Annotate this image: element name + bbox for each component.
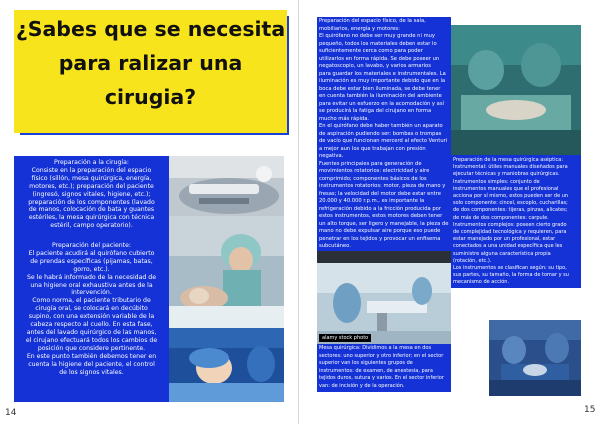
text-line: conectados a una unidad específica que les bbox=[453, 243, 563, 250]
title-line: ¿Sabes que se necesita bbox=[15, 17, 286, 41]
text-line: sectores: uno superior y otro inferior; en el sector bbox=[319, 352, 444, 359]
text-line: supino, con una extensión variable de la bbox=[28, 313, 155, 321]
text-line: antes del lavado quirúrgico de las manos, bbox=[26, 328, 157, 336]
text-line: 20.000 y 40.000 r.p.m., es importante la bbox=[319, 198, 425, 204]
box-heading: Preparación del espacio físico, de la sala, bbox=[319, 18, 426, 24]
text-line: suficientemente cerca como para poder bbox=[319, 48, 423, 54]
text-line: tejidos duros, sutura y varios. En el sector inferior bbox=[319, 375, 444, 382]
patient-lying-photo bbox=[169, 328, 284, 402]
text-line: sus partes, su tamaño, la forma de tomar y su bbox=[453, 272, 569, 279]
surgical-table-box bbox=[451, 155, 581, 288]
text-line: ejecutar técnicas y maniobras quirúrgicas. bbox=[453, 171, 560, 178]
text-line: instrumentos manuales que el profesional bbox=[453, 185, 559, 192]
text-line: El paciente acudirá al quirófano cubierto bbox=[28, 249, 155, 257]
box-heading: Preparación a la cirugía: bbox=[53, 159, 130, 166]
text-line: suministre alguna característica propia bbox=[453, 250, 551, 257]
text-line: Instrumental: útiles manuales diseñados para bbox=[453, 164, 568, 171]
text-line: gorro, etc.). bbox=[73, 265, 110, 273]
text-line: un alto torque, ser ligero y manejable, la pieza de bbox=[319, 220, 449, 227]
text-line: instrumentos rotatorios: motor, pieza de mano y bbox=[319, 183, 446, 189]
left-page bbox=[0, 0, 299, 424]
patient-preparation-box bbox=[14, 232, 169, 402]
text-line: El quirófano no debe ser muy grande ni muy bbox=[319, 33, 435, 39]
text-line: Instrumentos complejos: poseen cierto grado bbox=[453, 221, 567, 228]
text-line: posición que considere pertinente. bbox=[37, 344, 146, 352]
text-line: Fuentes principales para generación de bbox=[319, 160, 422, 167]
text-line: mobiliarios, energía y motores: bbox=[319, 25, 400, 32]
text-line: de vacío que funcionan mercerd al efecto Venturi bbox=[319, 138, 448, 144]
text-line: negativa. bbox=[319, 153, 344, 159]
title-block bbox=[14, 10, 287, 133]
text-line: instrumentos: de examen, de anestesia, para bbox=[319, 367, 433, 374]
text-line: para guardar los materiales e instrumentales. La bbox=[319, 70, 446, 77]
text-line: intervención. bbox=[71, 289, 112, 297]
text-line: se producirá la fatiga del cirujano en forma bbox=[319, 108, 432, 114]
text-line: el cirujano efectuará todos los cambios de bbox=[25, 336, 158, 344]
text-line: de dos componentes: tijeras, pinzas, alicates; bbox=[453, 207, 568, 214]
text-line: Los instrumentos se clasifican según: su tipo, bbox=[453, 265, 567, 272]
text-line: físico (sillón, mesa quirúrgica, energía, bbox=[31, 174, 152, 182]
text-line: mucho más rápida. bbox=[319, 115, 370, 122]
physical-space-box bbox=[317, 17, 451, 251]
surgical-equipment-photo bbox=[169, 156, 284, 216]
text-line: iluminación es muy importante debido que en la bbox=[319, 78, 446, 84]
operating-room-photo bbox=[317, 251, 451, 344]
text-line: pequeño, todos los materiales deben estar lo bbox=[319, 40, 437, 47]
text-line: una higiene oral exhaustiva antes de la bbox=[30, 281, 153, 289]
title-line: para ralizar una bbox=[58, 51, 243, 75]
text-line: de los signos vitales. bbox=[59, 368, 124, 376]
watermark-label: alamy stock photo bbox=[319, 334, 371, 342]
text-line: de aspiración pudiendo ser: bombas o trompas bbox=[319, 130, 442, 137]
text-line: de complejidad tecnológica y requieren, para bbox=[453, 229, 567, 236]
text-line: mecanismo de acción. bbox=[453, 279, 510, 286]
text-line: (ingresó, signos vitales, higiene, etc.); bbox=[32, 190, 151, 198]
surgery-preparation-box bbox=[14, 156, 169, 232]
text-line: de manos, colocación de bata y guantes bbox=[28, 206, 155, 214]
text-line: cirugía oral, se colocará en decúbito bbox=[35, 305, 148, 313]
text-line: refrigeración debido a la fricción producida por bbox=[319, 205, 441, 212]
box-heading: Mesa quirúrgica: Dividimos a la mesa en dos bbox=[319, 345, 432, 351]
patient-nurse-photo bbox=[169, 216, 284, 328]
text-line: Consiste en la preparación del espacio bbox=[31, 166, 152, 174]
text-line: de prendas específicas (pijamas, batas, bbox=[30, 257, 153, 265]
text-line: motores, etc.); preparación del paciente bbox=[29, 182, 154, 190]
surgical-mesa-box bbox=[317, 344, 451, 392]
text-line: en cuenta también la iluminación del ambiente bbox=[319, 93, 442, 99]
text-line: En este punto también debemos tener en bbox=[26, 352, 157, 360]
text-line: de más de dos componentes: carpule. bbox=[453, 214, 549, 221]
text-line: solo componente: cincel, escoplo, cucharillas; bbox=[453, 200, 568, 207]
title-line: cirugia? bbox=[104, 85, 197, 109]
box-heading: Preparación del paciente: bbox=[52, 242, 131, 249]
page-number: 15 bbox=[584, 405, 596, 415]
text-line: estar manejado por un profesional, estar bbox=[453, 236, 556, 243]
text-line: comprimido; componentes básicos de los bbox=[319, 175, 427, 182]
text-line: estériles, la mesa quirúrgica con técnica bbox=[28, 214, 155, 222]
text-line: estos instrumentos, estos motores deben tener bbox=[319, 213, 443, 219]
text-line: acciona por sí mismo, estos pueden ser de un bbox=[453, 193, 569, 200]
text-line: subcutáneo. bbox=[319, 243, 351, 249]
text-line: Como norma, el paciente tributario de bbox=[32, 297, 151, 305]
text-line: (rotación, etc.). bbox=[453, 257, 492, 264]
text-line: movimientos rotatorios: electricidad y aire bbox=[319, 168, 430, 174]
right-page bbox=[301, 0, 600, 424]
text-line: negatoscopio, un lavabo, y varios armarios bbox=[319, 63, 431, 69]
page-title bbox=[14, 10, 287, 114]
text-line: para evitar un esfuerzo en la acomodación y así bbox=[319, 100, 444, 107]
text-line: Instrumentos simples: conjunto de bbox=[453, 178, 540, 185]
text-line: van: de incisión y de la operación. bbox=[319, 382, 405, 389]
text-line: mano no debe expulsar aire porque eso puede bbox=[319, 228, 441, 234]
text-line: En el quirófano debe haber también un aparato bbox=[319, 123, 443, 129]
text-line: utilizarlos en forma rápida. Se debe poseer un bbox=[319, 55, 440, 62]
text-line: boca debe estar bien iluminada, se debe tener bbox=[319, 85, 441, 92]
surgeons-photo bbox=[451, 25, 581, 155]
text-line: fresas; la velocidad del motor debe estar entre bbox=[319, 190, 441, 197]
box-heading: Preparación de la mesa quirúrgica aséptica: bbox=[453, 157, 564, 163]
text-line: a mejor aun los que trabajan con presión bbox=[319, 145, 426, 152]
text-line: penetrar en los tejidos y provocar un enfisema bbox=[319, 235, 441, 242]
text-line: superior van los siguientes grupos de bbox=[319, 360, 413, 367]
page-number: 14 bbox=[5, 408, 17, 418]
surgery-table-photo bbox=[489, 320, 581, 396]
text-line: cuenta la higiene del paciente, el control bbox=[28, 360, 155, 368]
text-line: Se le habrá informado de la necesidad de bbox=[26, 273, 157, 281]
text-line: cabeza respecto al cuello. En esta fase, bbox=[30, 321, 153, 329]
text-line: estéril, campo operatorio). bbox=[50, 222, 133, 230]
text-line: preparación de los componentes (lavado bbox=[28, 198, 155, 206]
